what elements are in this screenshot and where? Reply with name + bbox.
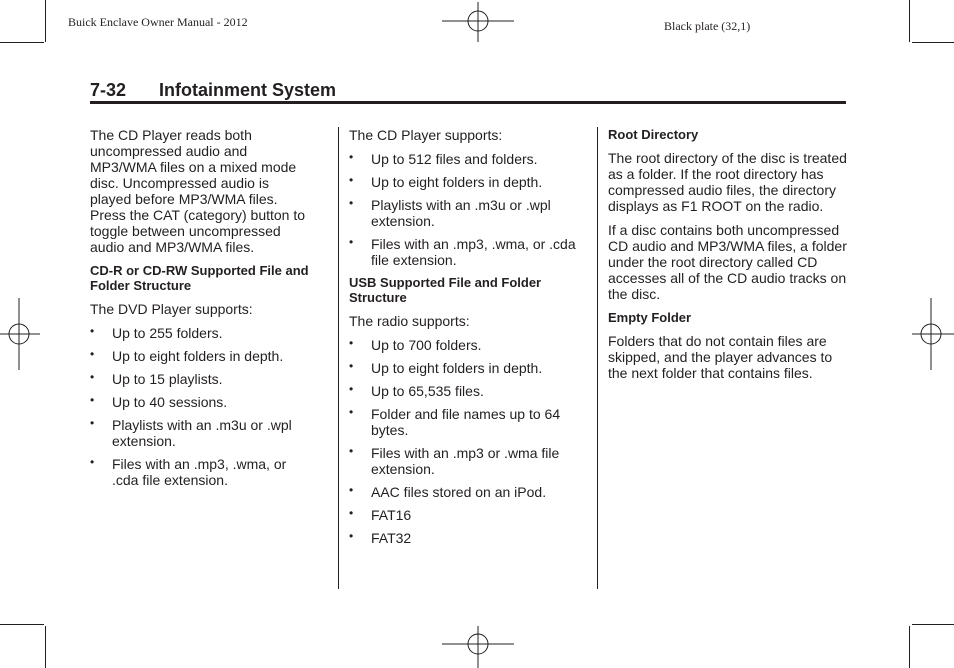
list-item: • Up to eight folders in depth. [349, 359, 543, 376]
column-1 [90, 127, 312, 495]
crop-mark [912, 42, 954, 43]
crop-mark [45, 0, 46, 42]
registration-target-right [912, 298, 954, 370]
crop-mark [0, 624, 44, 625]
list-item: • Up to 40 sessions. [90, 393, 228, 410]
bullet-icon: • [349, 359, 354, 373]
crop-mark [45, 626, 46, 668]
bullet-list [349, 151, 577, 268]
list-item: • Up to 15 playlists. [90, 370, 223, 387]
crop-mark [912, 624, 954, 625]
column-3 [608, 127, 848, 389]
list-item: • Files with an .mp3, .wma, or .cda file extension. [349, 235, 576, 268]
registration-target-top [442, 2, 514, 42]
list-item: • Playlists with an .m3u or .wpl extension. [349, 196, 551, 229]
list-item: • Up to 255 folders. [90, 324, 223, 341]
registration-target-bottom [442, 626, 514, 668]
list-item: • Up to 512 files and folders. [349, 150, 538, 167]
column-divider [597, 127, 598, 589]
paragraph: Folders that do not contain files are skipped, and the player advances to the next folder that contains files. [608, 333, 833, 381]
subheading-root-directory: Root Directory [608, 127, 699, 142]
bullet-list [90, 325, 312, 488]
list-item: • FAT16 [349, 506, 412, 523]
list-item: • Up to eight folders in depth. [349, 173, 543, 190]
list-item: • FAT32 [349, 529, 412, 546]
bullet-icon: • [349, 196, 354, 210]
crop-mark [909, 0, 910, 42]
plate-label: Black plate (32,1) [664, 19, 751, 33]
column-2 [349, 127, 577, 553]
bullet-icon: • [349, 235, 354, 249]
intro-paragraph: The CD Player reads both uncompressed audio and MP3/WMA files on a mixed mode disc. Uncompressed audio is played before MP3/WMA files. Press the CAT (category) button to toggle between uncompressed audio and MP3/WMA files. [90, 127, 306, 255]
column-divider [338, 127, 339, 589]
bullet-list [349, 337, 577, 546]
bullet-icon: • [349, 336, 354, 350]
lead-paragraph: The radio supports: [349, 313, 470, 329]
bullet-icon: • [90, 416, 95, 430]
section-rule [90, 101, 846, 104]
section-title: Infotainment System [159, 80, 337, 100]
bullet-icon: • [349, 173, 354, 187]
list-item: • Up to 700 folders. [349, 336, 482, 353]
bullet-icon: • [349, 150, 354, 164]
list-item: • Folder and file names up to 64 bytes. [349, 405, 561, 438]
list-item: • Files with an .mp3, .wma, or .cda file extension. [90, 455, 287, 488]
bullet-icon: • [90, 370, 95, 384]
page-number: 7-32 [90, 80, 127, 100]
bullet-icon: • [90, 324, 95, 338]
bullet-icon: • [90, 455, 95, 469]
bullet-icon: • [349, 483, 354, 497]
crop-mark [0, 42, 44, 43]
bullet-icon: • [349, 529, 354, 543]
bullet-icon: • [349, 506, 354, 520]
bullet-icon: • [90, 347, 95, 361]
list-item: • Files with an .mp3 or .wma file extension. [349, 444, 560, 477]
lead-paragraph: The DVD Player supports: [90, 301, 253, 317]
list-item: • Up to 65,535 files. [349, 382, 484, 399]
lead-paragraph: The CD Player supports: [349, 127, 503, 143]
subheading-cdr-structure: CD-R or CD-RW Supported File and Folder Structure [90, 263, 309, 293]
registration-target-left [0, 298, 40, 370]
subheading-empty-folder: Empty Folder [608, 310, 692, 325]
list-item: • Up to eight folders in depth. [90, 347, 284, 364]
crop-mark [909, 626, 910, 668]
subheading-usb-structure: USB Supported File and Folder Structure [349, 275, 542, 305]
bullet-icon: • [349, 405, 354, 419]
manual-title: Buick Enclave Owner Manual - 2012 [68, 15, 248, 29]
bullet-icon: • [349, 382, 354, 396]
bullet-icon: • [349, 444, 354, 458]
list-item: • Playlists with an .m3u or .wpl extension. [90, 416, 292, 449]
bullet-icon: • [90, 393, 95, 407]
paragraph: The root directory of the disc is treated as a folder. If the root directory has compressed audio files, the directory displays as F1 ROOT on the radio. [608, 150, 847, 214]
paragraph: If a disc contains both uncompressed CD audio and MP3/WMA files, a folder under the root directory called CD accesses all of the CD audio tracks on the disc. [608, 222, 847, 302]
list-item: • AAC files stored on an iPod. [349, 483, 547, 500]
